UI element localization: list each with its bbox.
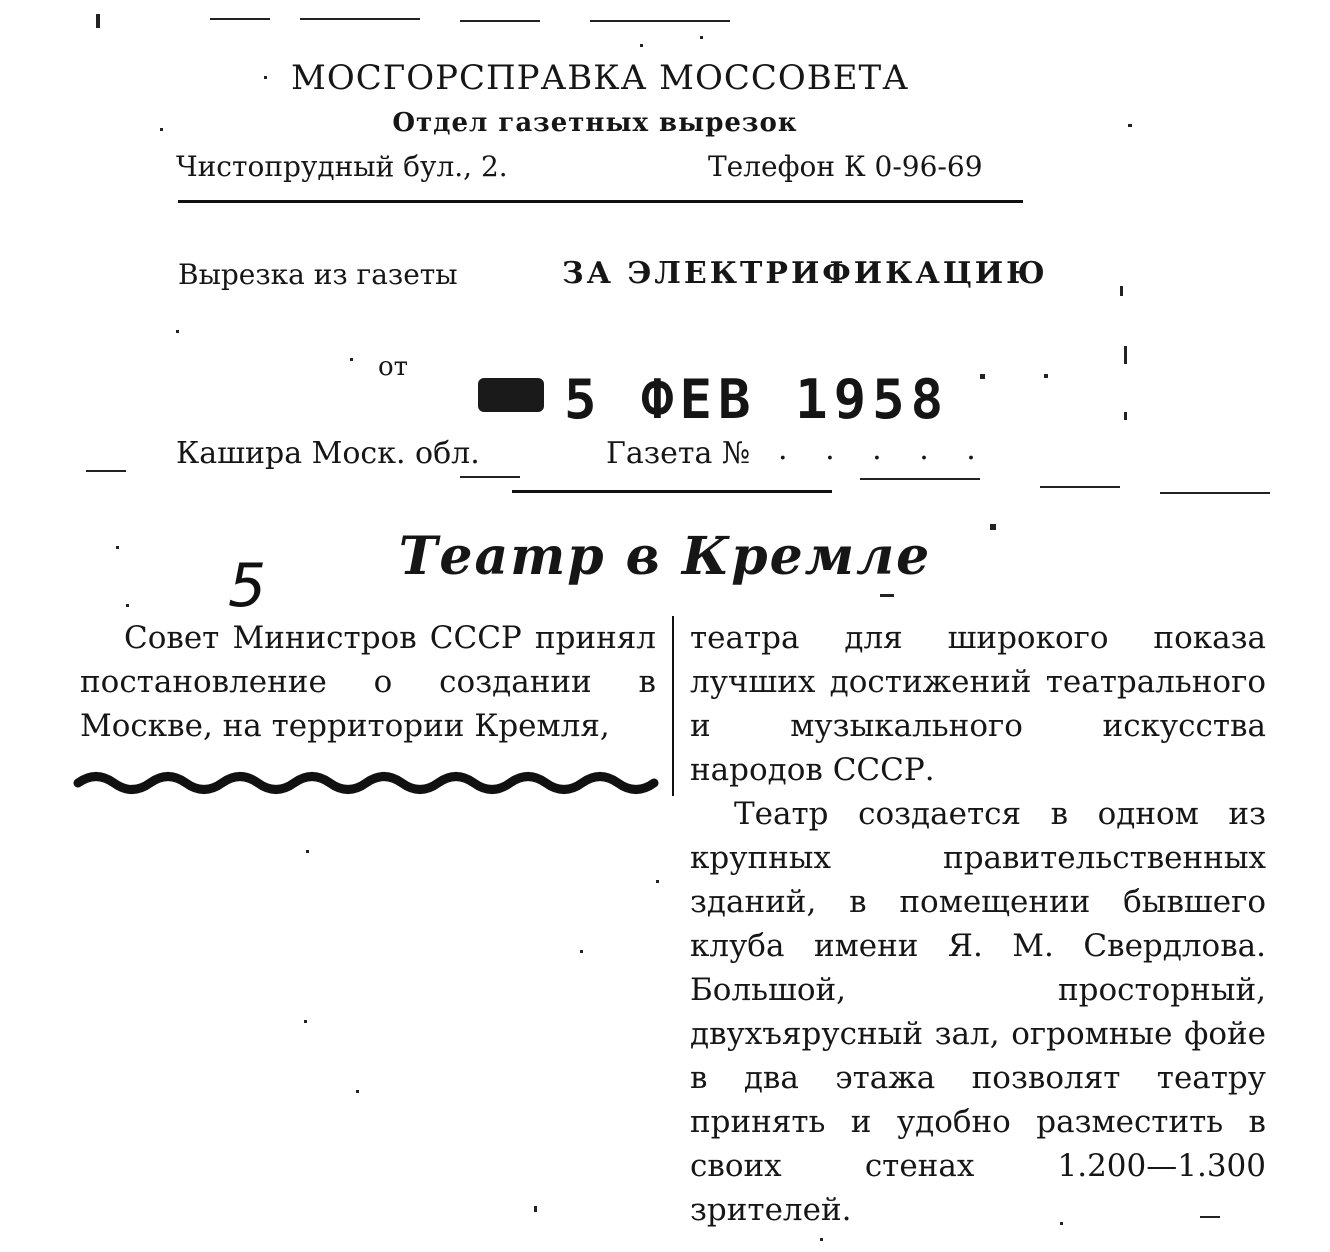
address: Чистопрудный бул., 2. [176, 150, 508, 183]
issue-label: Газета № [606, 436, 751, 471]
wavy-rule [78, 770, 664, 796]
header-divider [178, 200, 1023, 203]
newspaper-name: ЗА ЭЛЕКТРИФИКАЦИЮ [562, 256, 1048, 291]
phone: Телефон К 0-96-69 [708, 150, 983, 183]
article-right-column [690, 616, 1266, 1232]
date-from-label: от [378, 352, 409, 382]
stamp-date-text: 5 ФЕВ 1958 [564, 368, 950, 431]
clipping-label: Вырезка из газеты [178, 258, 458, 291]
article-title: Театр в Кремле [398, 526, 932, 587]
date-stamp [474, 362, 950, 432]
city: Кашира Моск. обл. [176, 436, 480, 471]
right-paragraph-1: театра для широкого показа лучших достижений театрального и музыкального искусства народов СССР. [690, 620, 1266, 788]
handwritten-number: 5 [228, 551, 267, 621]
stamp-blot [478, 378, 544, 412]
organization-name: МОСГОРСПРАВКА МОССОВЕТА [291, 58, 909, 98]
article-left-column [80, 616, 656, 748]
left-paragraph: Совет Министров СССР принял постановление о создании в Москве, на территории Кремля, [80, 620, 656, 744]
issue-number-dots: . . . . . [778, 432, 990, 467]
right-paragraph-2: Театр создается в одном из крупных правительственных зданий, в помещении бывшего клуба имени Я. М. Свердлова. Большой, просторный, двухъярусный зал, огромные фойе в два этажа позволят театру принять и удобно разместить в своих стенах 1.200—1.300 зрителей. [690, 796, 1266, 1228]
issue-divider [512, 490, 832, 493]
department-name: Отдел газетных вырезок [392, 108, 798, 138]
column-divider [672, 616, 674, 796]
